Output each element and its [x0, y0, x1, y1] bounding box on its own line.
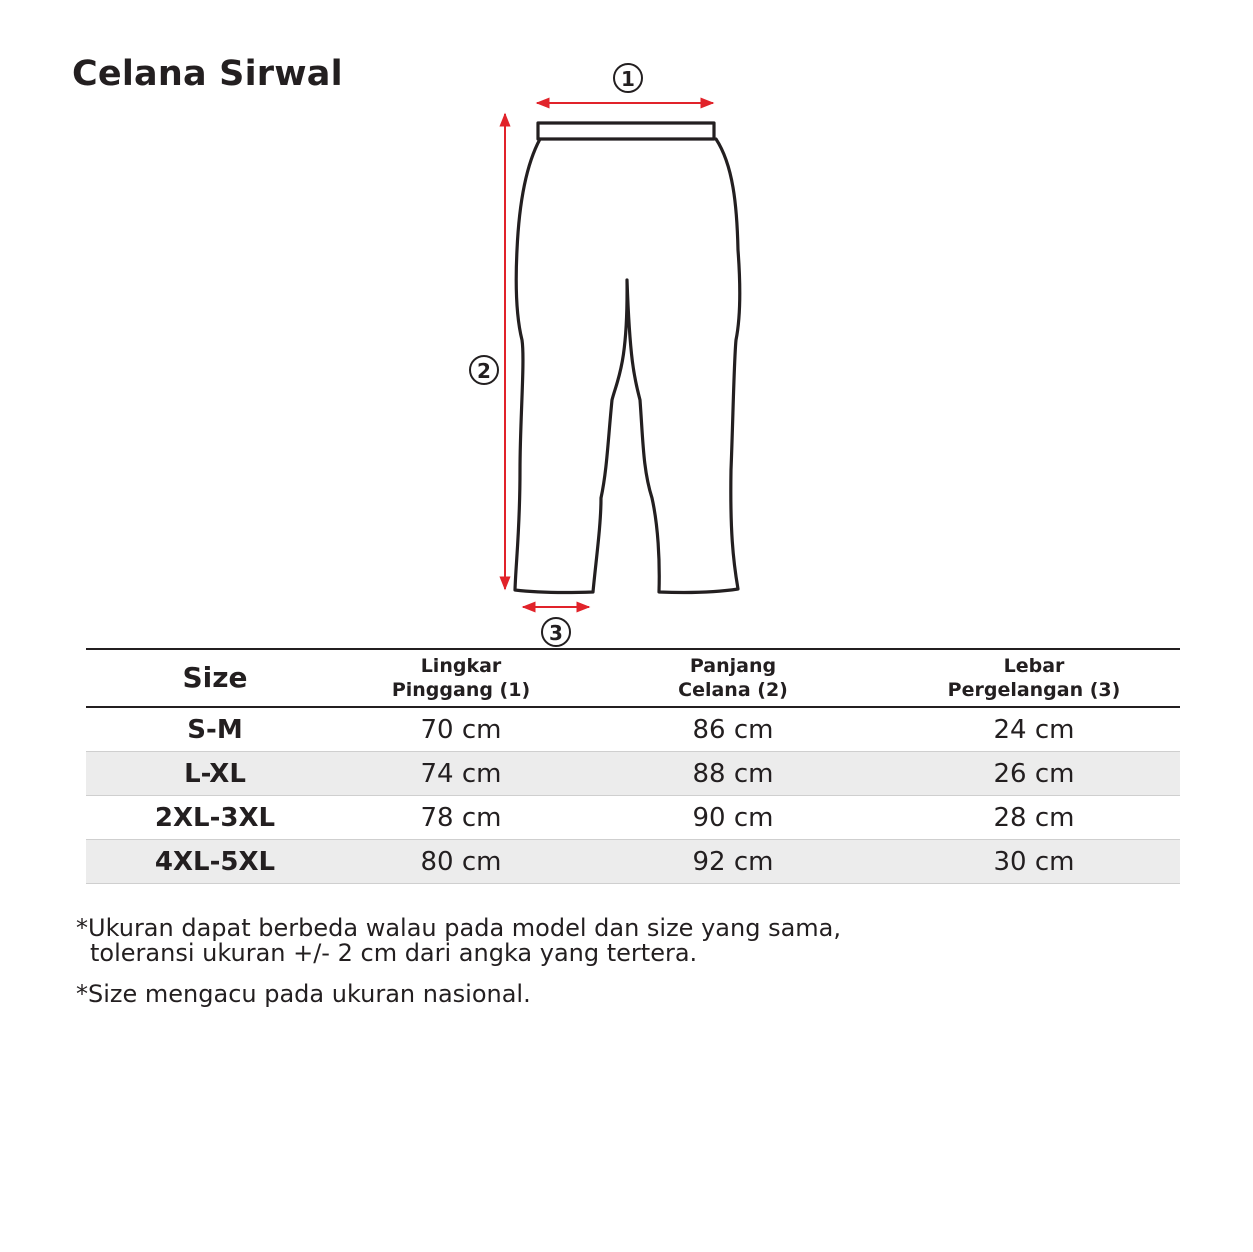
tolerance-note: [76, 916, 841, 966]
header-waist-line2: Pinggang (1): [391, 679, 531, 701]
length-cell: 90 cm: [578, 796, 888, 840]
pants-outline-icon: [515, 123, 740, 593]
ankle-cell: 26 cm: [888, 752, 1180, 796]
tolerance-note-line1: *Ukuran dapat berbeda walau pada model dan size yang sama,: [76, 914, 841, 942]
page-title: Celana Sirwal: [72, 54, 343, 94]
tolerance-note-line2: toleransi ukuran +/- 2 cm dari angka yang tertera.: [90, 939, 698, 967]
table-row: [86, 840, 1180, 884]
size-chart-table: [86, 648, 1180, 884]
marker-2-label: 2: [477, 359, 491, 383]
table-row: [86, 707, 1180, 752]
size-cell: L-XL: [86, 752, 344, 796]
header-length: [578, 649, 888, 707]
header-waist: [344, 649, 578, 707]
size-cell: 4XL-5XL: [86, 840, 344, 884]
marker-1-label: 1: [621, 67, 635, 91]
header-waist-line1: Lingkar: [420, 655, 502, 677]
ankle-cell: 24 cm: [888, 707, 1180, 752]
length-cell: 86 cm: [578, 707, 888, 752]
table-row: [86, 796, 1180, 840]
length-cell: 92 cm: [578, 840, 888, 884]
waist-cell: 80 cm: [344, 840, 578, 884]
header-ankle-line1: Lebar: [1003, 655, 1065, 677]
national-size-note: *Size mengacu pada ukuran nasional.: [76, 980, 531, 1008]
notes-section: [76, 916, 841, 1023]
size-cell: 2XL-3XL: [86, 796, 344, 840]
header-size: Size: [86, 649, 344, 707]
length-cell: 88 cm: [578, 752, 888, 796]
waist-cell: 78 cm: [344, 796, 578, 840]
header-ankle-line2: Pergelangan (3): [947, 679, 1121, 701]
table-header-row: [86, 649, 1180, 707]
waist-cell: 74 cm: [344, 752, 578, 796]
header-length-line2: Celana (2): [678, 679, 788, 701]
ankle-cell: 30 cm: [888, 840, 1180, 884]
size-cell: S-M: [86, 707, 344, 752]
marker-3-label: 3: [549, 621, 563, 645]
ankle-cell: 28 cm: [888, 796, 1180, 840]
waist-cell: 70 cm: [344, 707, 578, 752]
header-length-line1: Panjang: [689, 655, 777, 677]
table-row: [86, 752, 1180, 796]
header-ankle: [888, 649, 1180, 707]
